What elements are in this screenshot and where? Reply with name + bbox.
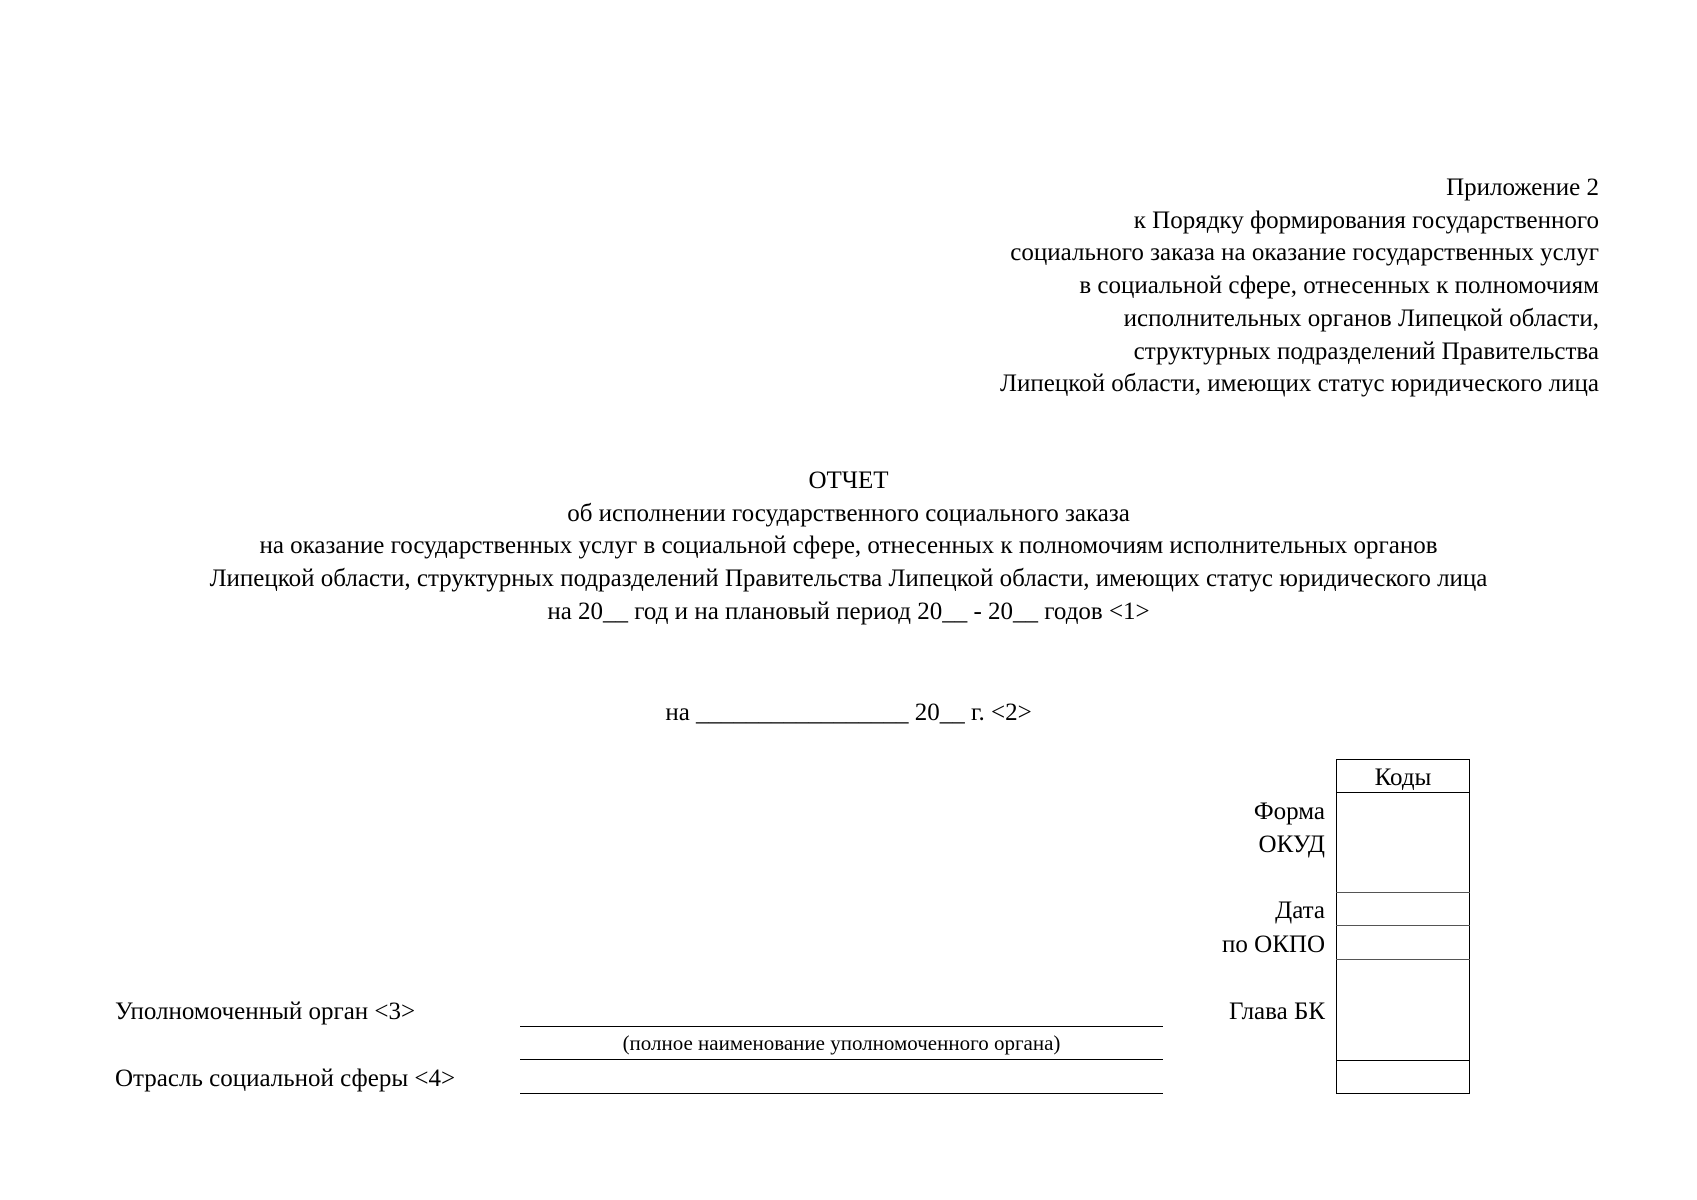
report-date-line: на _________________ 20__ г. <2> <box>665 699 1032 726</box>
label-data: Дата <box>1275 897 1325 924</box>
appendix-line: Приложение 2 <box>1446 174 1599 201</box>
codes-okpo-divider <box>1336 959 1470 960</box>
report-subtitle-line: об исполнении государственного социального заказа <box>567 499 1130 527</box>
codes-table-bottom-border <box>1336 1093 1470 1094</box>
appendix-line: Липецкой области, имеющих статус юридического лица <box>1000 370 1599 398</box>
authorized-body-field[interactable] <box>520 1026 1163 1027</box>
report-title-block <box>0 465 1697 629</box>
codes-table <box>1336 759 1470 1093</box>
label-glava-bk: Глава БК <box>1229 998 1325 1025</box>
appendix-line: социального заказа на оказание государственных услуг <box>1010 239 1599 267</box>
codes-header: Коды <box>1374 764 1432 791</box>
authorized-body-caption: (полное наименование уполномоченного органа) <box>622 1031 1061 1055</box>
social-sector-label: Отрасль социальной сферы <4> <box>115 1065 456 1092</box>
report-subtitle-line: Липецкой области, структурных подразделений Правительства Липецкой области, имеющих статус юридического лица <box>209 565 1488 593</box>
appendix-block <box>1000 172 1599 401</box>
codes-date-divider <box>1336 925 1470 926</box>
authorized-body-caption-underline <box>520 1059 1163 1060</box>
label-forma: Форма <box>1253 798 1325 825</box>
codes-header-divider <box>1336 792 1470 793</box>
codes-okud-divider <box>1336 892 1470 893</box>
codes-glava-divider <box>1336 1060 1470 1061</box>
report-period-line: на 20__ год и на плановый период 20__ - 20__ годов <1> <box>547 597 1150 625</box>
label-okpo: по ОКПО <box>1222 931 1325 958</box>
authorized-body-label: Уполномоченный орган <3> <box>115 998 416 1025</box>
appendix-line: в социальной сфере, отнесенных к полномочиям <box>1079 272 1599 300</box>
appendix-line: исполнительных органов Липецкой области, <box>1123 304 1599 332</box>
report-subtitle-line: на оказание государственных услуг в социальной сфере, отнесенных к полномочиям исполнительных органов <box>259 532 1438 560</box>
label-okud: ОКУД <box>1258 831 1325 858</box>
social-sector-field[interactable] <box>520 1093 1163 1094</box>
appendix-line: к Порядку формирования государственного <box>1133 206 1599 234</box>
appendix-line: структурных подразделений Правительства <box>1133 337 1599 365</box>
report-title: ОТЧЕТ <box>808 467 889 494</box>
